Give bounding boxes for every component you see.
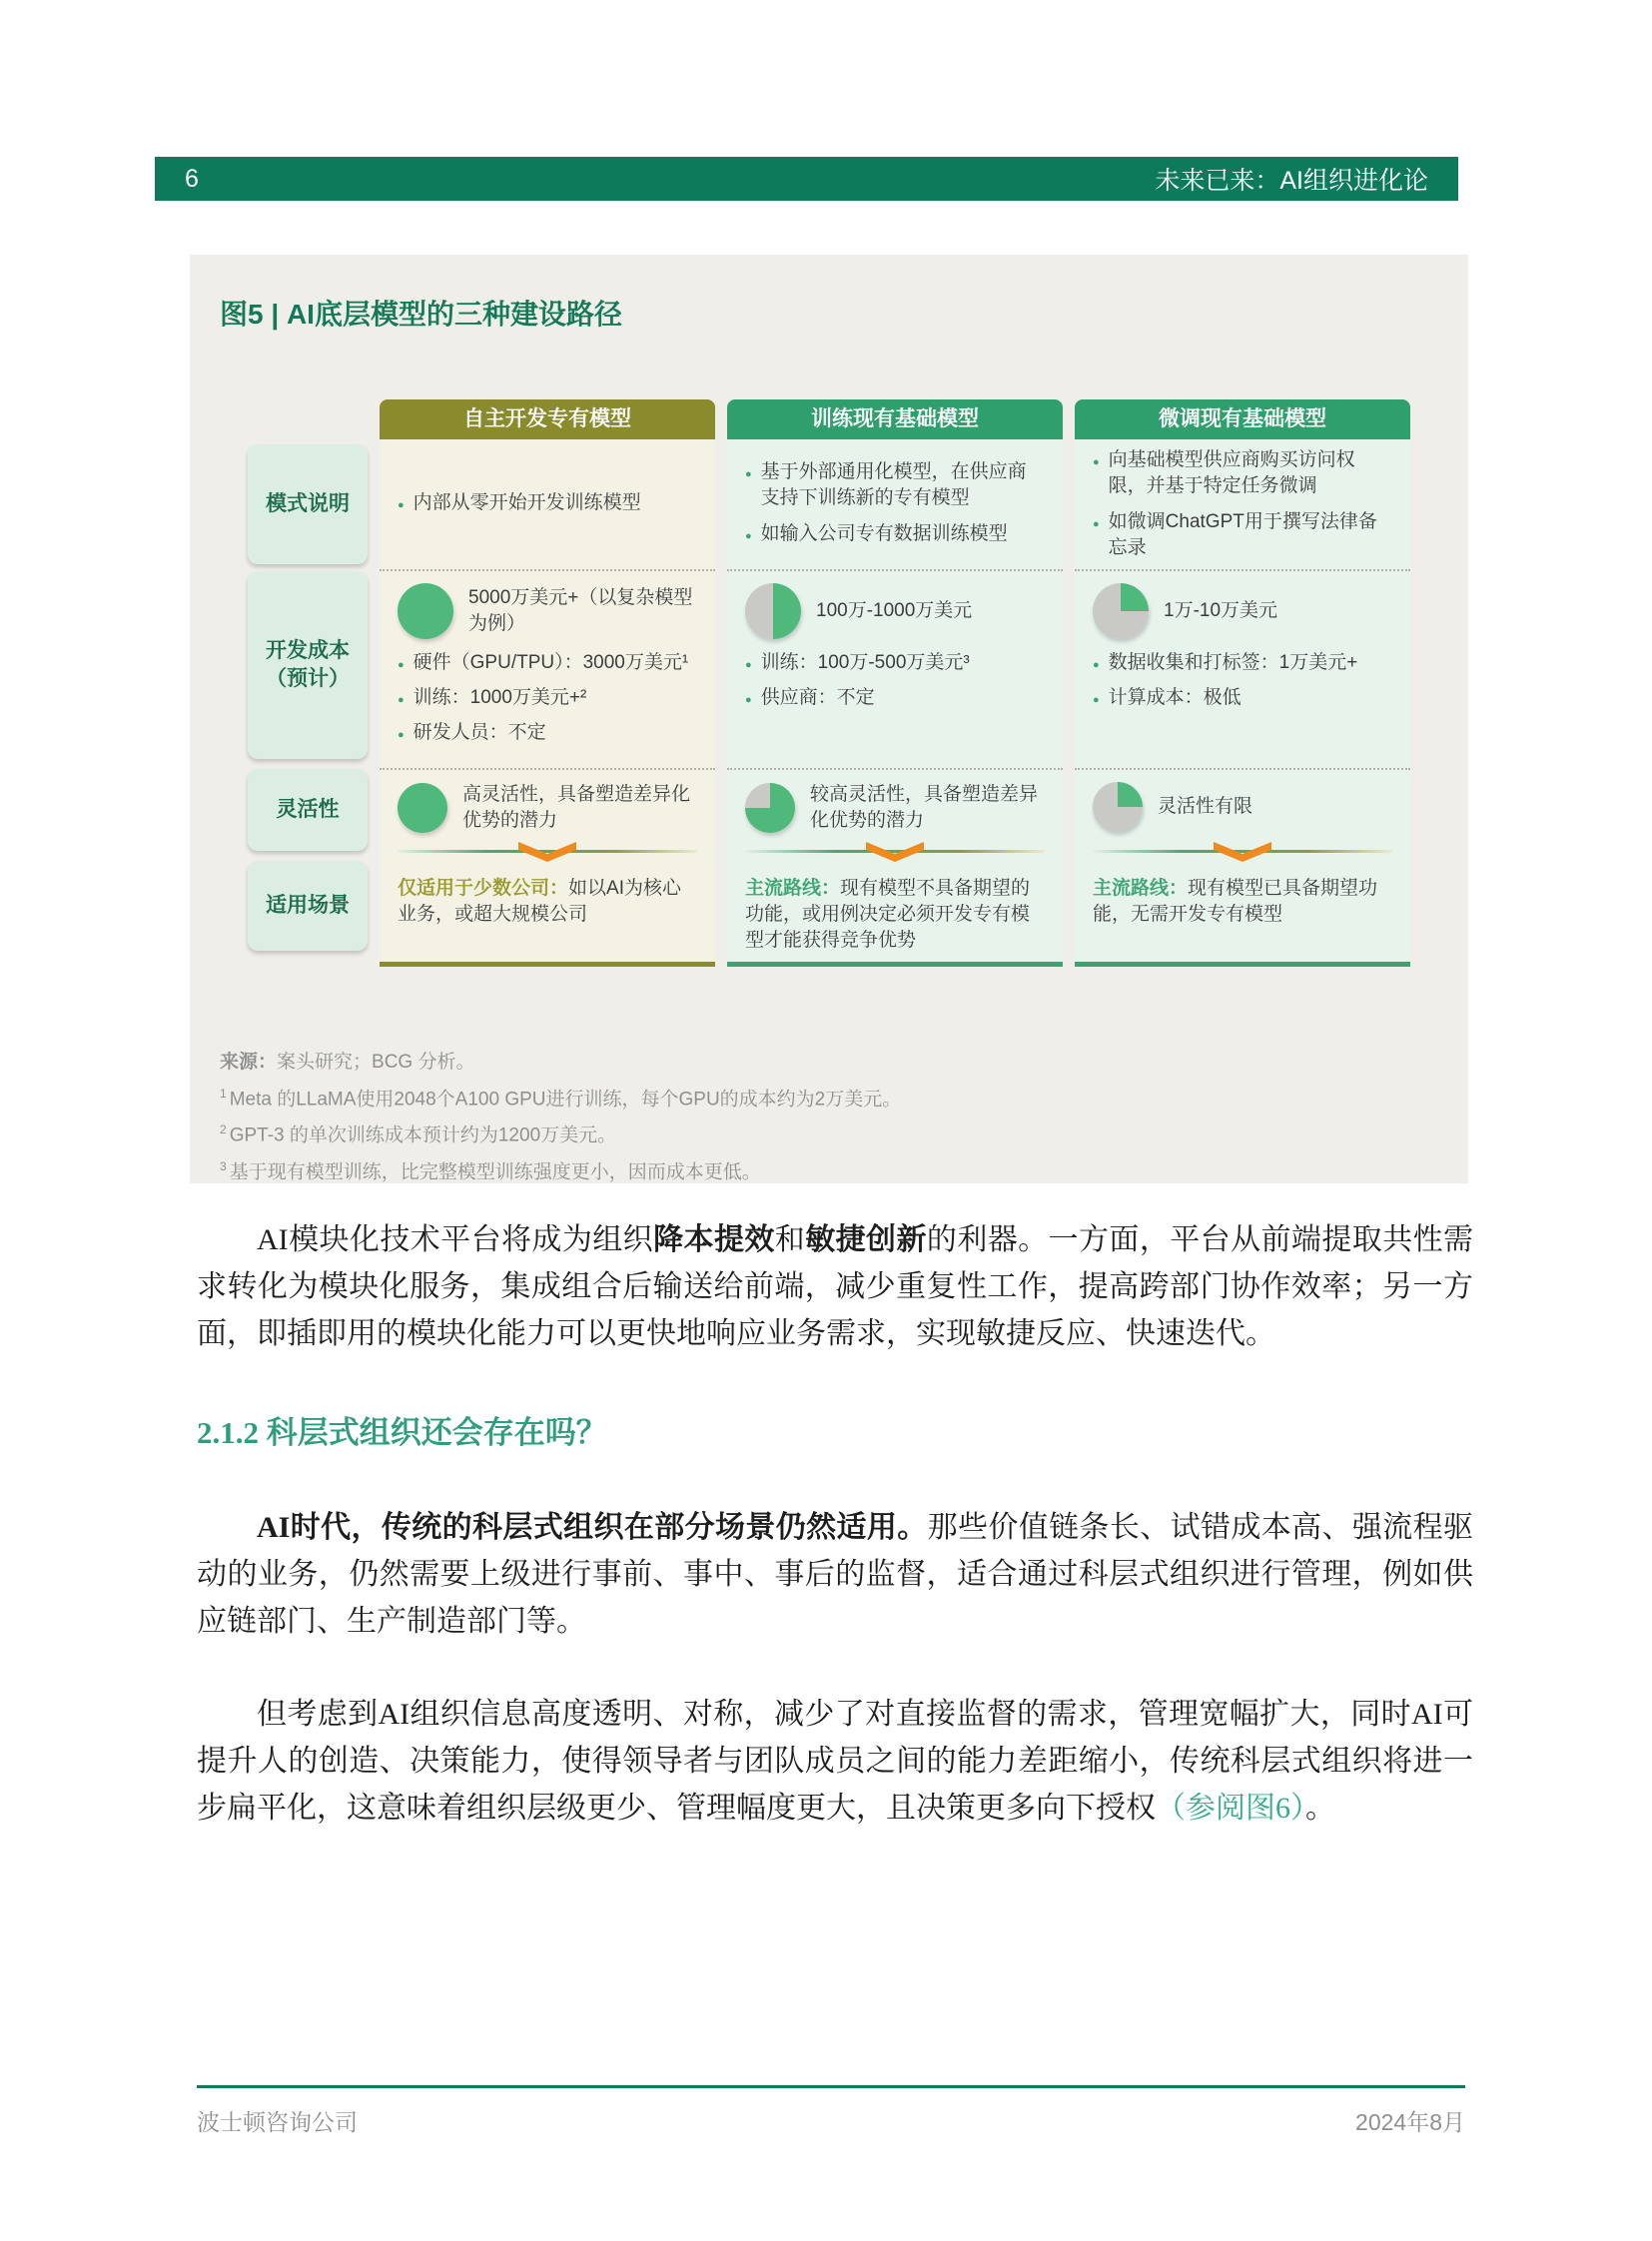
cost-pie-icon xyxy=(398,583,453,639)
chevron-divider xyxy=(1093,840,1392,864)
cost-bullet: 数据收集和打标签：1万美元+ xyxy=(1108,652,1358,673)
column-body xyxy=(380,439,715,967)
cost-section xyxy=(1075,571,1410,770)
bullet-dot-icon xyxy=(745,650,752,678)
section-heading-212: 2.1.2 科层式组织还会存在吗？ xyxy=(197,1415,607,1450)
flexibility-text: 高灵活性，具备塑造差异化优势的潜力 xyxy=(462,784,691,831)
flexibility-section xyxy=(1075,770,1410,864)
chevron-divider xyxy=(398,840,697,864)
bullet-dot-icon xyxy=(1093,650,1100,678)
bullet-dot-icon xyxy=(398,650,405,678)
row-label-scenario: 适用场景 xyxy=(248,861,368,951)
figure-footnotes xyxy=(220,1047,901,1188)
paragraph-3: 但考虑到AI组织信息高度透明、对称，减少了对直接监督的需求，管理宽幅扩大，同时AI可提升人的创造、决策能力，使得领导者与团队成员之间的能力差距缩小，传统科层式组织将进一步扁平化，这意味着组织层级更少、管理幅度更大，且决策更多向下授权（参阅图6）。 xyxy=(197,1698,1473,1825)
cost-bullet: 计算成本：极低 xyxy=(1108,687,1241,708)
cost-bullet: 供应商：不定 xyxy=(760,687,875,708)
bullet-dot-icon xyxy=(745,521,752,549)
chevron-down-icon xyxy=(518,842,576,862)
paragraph-1: AI模块化技术平台将成为组织降本提效和敏捷创新的利器。一方面，平台从前端提取共性需求转化为模块化服务，集成组合后输送给前端，减少重复性工作，提高跨部门协作效率；另一方面，即插即用的模块化能力可以更快地响应业务需求，实现敏捷反应、快速迭代。 xyxy=(197,1223,1474,1350)
chevron-divider xyxy=(745,840,1045,864)
figure5-panel xyxy=(190,255,1468,1183)
row-label-column xyxy=(248,399,368,967)
source-note: 来源：案头研究；BCG 分析。 xyxy=(220,1052,475,1073)
cost-pie-icon xyxy=(745,583,801,639)
footer-divider xyxy=(197,2085,1465,2088)
column-header-train-existing: 训练现有基础模型 xyxy=(727,399,1063,439)
mode-bullet: 如输入公司专有数据训练模型 xyxy=(760,523,1008,544)
column-header-self-develop: 自主开发专有模型 xyxy=(380,399,715,439)
mode-section xyxy=(1075,439,1410,571)
bullet-dot-icon xyxy=(398,720,405,748)
column-body xyxy=(727,439,1063,967)
mode-bullet: 向基础模型供应商购买访问权限，并基于特定任务微调 xyxy=(1108,449,1355,496)
bullet-dot-icon xyxy=(398,685,405,713)
chevron-down-icon xyxy=(1214,842,1271,862)
scenario-text: 现有模型不具备期望的功能，或用例决定必须开发专有模型才能获得竞争优势 xyxy=(745,878,1031,951)
bullet-dot-icon xyxy=(1093,447,1100,499)
bullet-dot-icon xyxy=(745,685,752,713)
mode-bullet: 内部从零开始开发训练模型 xyxy=(413,492,641,513)
flexibility-pie-icon xyxy=(745,783,795,833)
mode-section xyxy=(727,439,1063,571)
scenario-text: 如以AI为核心业务，或超大规模公司 xyxy=(398,878,681,925)
cost-pie-icon xyxy=(1093,583,1149,639)
cost-bullet: 训练：100万-500万美元³ xyxy=(760,652,970,673)
body-content xyxy=(197,1216,1473,1832)
flexibility-text: 灵活性有限 xyxy=(1158,796,1253,817)
bullet-dot-icon xyxy=(1093,685,1100,713)
footnote-1: $^1$ Meta 的LLaMA使用2048个A100 GPU进行训练，每个GPU的成本约为2万美元。 xyxy=(220,1086,902,1110)
row-label-cost: 开发成本 （预计） xyxy=(248,571,368,759)
column-self-develop xyxy=(380,399,715,967)
column-train-existing xyxy=(727,399,1063,967)
bullet-dot-icon xyxy=(398,490,405,518)
cost-headline: 100万-1000万美元 xyxy=(816,600,973,621)
scenario-lead: 主流路线： xyxy=(745,878,841,899)
paragraph-2: AI时代，传统的科层式组织在部分场景仍然适用。那些价值链条长、试错成本高、强流程驱动的业务，仍然需要上级进行事前、事中、事后的监督，适合通过科层式组织进行管理，例如供应链部门、生产制造部门等。 xyxy=(197,1511,1473,1638)
flexibility-text: 较高灵活性，具备塑造差异化优势的潜力 xyxy=(810,784,1039,831)
flexibility-pie-icon xyxy=(398,783,447,833)
footer-company: 波士顿咨询公司 xyxy=(197,2109,358,2135)
flexibility-section xyxy=(727,770,1063,864)
cost-bullet: 研发人员：不定 xyxy=(413,722,546,743)
row-label-flexibility: 灵活性 xyxy=(248,769,368,851)
page-number: 6 xyxy=(185,164,199,193)
figure-title: 图5 | AI底层模型的三种建设路径 xyxy=(220,299,622,330)
footnote-3: $^3$ 基于现有模型训练，比完整模型训练强度更小，因而成本更低。 xyxy=(220,1159,761,1183)
cost-bullet: 训练：1000万美元+² xyxy=(413,687,587,708)
page-header-title: 未来已来：AI组织进化论 xyxy=(1155,167,1428,195)
mode-bullet: 如微调ChatGPT用于撰写法律备忘录 xyxy=(1108,511,1377,558)
scenario-text: 现有模型已具备期望功能，无需开发专有模型 xyxy=(1093,878,1378,925)
flexibility-section xyxy=(380,770,715,864)
mode-bullet: 基于外部通用化模型，在供应商支持下训练新的专有模型 xyxy=(760,461,1027,508)
cost-headline: 1万-10万美元 xyxy=(1164,600,1278,621)
cost-bullet: 硬件（GPU/TPU）：3000万美元¹ xyxy=(413,652,689,673)
figure6-reference-link[interactable]: （参阅图6） xyxy=(1156,1792,1305,1825)
cost-section xyxy=(727,571,1063,770)
column-body xyxy=(1075,439,1410,967)
page-header-bar xyxy=(155,157,1458,201)
mode-section xyxy=(380,439,715,571)
scenario-lead: 主流路线： xyxy=(1093,878,1189,899)
footer-date: 2024年8月 xyxy=(1355,2109,1465,2135)
column-header-finetune-existing: 微调现有基础模型 xyxy=(1075,399,1410,439)
row-label-mode: 模式说明 xyxy=(248,444,368,564)
scenario-section xyxy=(1075,864,1410,962)
flexibility-pie-icon xyxy=(1093,782,1143,832)
cost-section xyxy=(380,571,715,770)
chevron-down-icon xyxy=(866,842,924,862)
cost-headline: 5000万美元+（以复杂模型为例） xyxy=(468,587,693,634)
bullet-dot-icon xyxy=(745,459,752,511)
page-footer xyxy=(197,2085,1465,2137)
footnote-2: $^2$ GPT-3 的单次训练成本预计约为1200万美元。 xyxy=(220,1122,617,1146)
bullet-dot-icon xyxy=(1093,509,1100,561)
scenario-section xyxy=(727,864,1063,962)
scenario-section xyxy=(380,864,715,962)
column-finetune-existing xyxy=(1075,399,1410,967)
figure-table xyxy=(248,399,1410,967)
scenario-lead: 仅适用于少数公司： xyxy=(398,878,569,899)
